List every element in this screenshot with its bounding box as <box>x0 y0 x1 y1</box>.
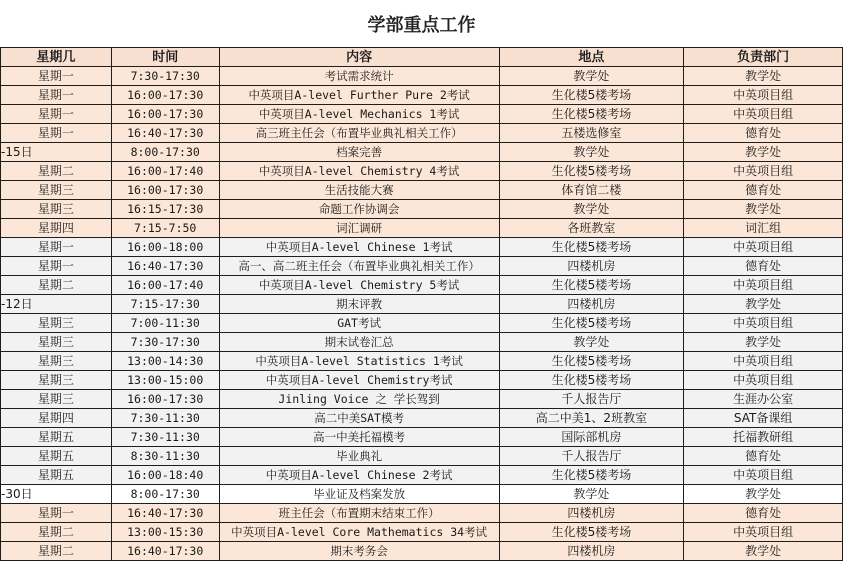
cell-dept[interactable]: 中英项目组 <box>684 466 843 485</box>
cell-dept[interactable]: 生涯办公室 <box>684 390 843 409</box>
table-row <box>1 67 843 86</box>
cell-dept[interactable]: 中英项目组 <box>684 238 843 257</box>
cell-place[interactable]: 四楼机房 <box>499 542 684 561</box>
cell-day[interactable]: 星期三 <box>1 314 112 333</box>
cell-time[interactable]: 16:15-17:30 <box>111 200 219 219</box>
cell-dept[interactable]: 中英项目组 <box>684 371 843 390</box>
cell-day[interactable]: 星期五 <box>1 447 112 466</box>
cell-place[interactable]: 体育馆二楼 <box>499 181 684 200</box>
cell-content[interactable]: 高一、高二班主任会（布置毕业典礼相关工作） <box>219 257 499 276</box>
table-row <box>1 390 843 409</box>
cell-place[interactable]: 千人报告厅 <box>499 447 684 466</box>
cell-content[interactable]: 中英项目A-level Statistics 1考试 <box>219 352 499 371</box>
cell-place[interactable]: 教学处 <box>499 200 684 219</box>
cell-time[interactable]: 7:15-7:50 <box>111 219 219 238</box>
table-row <box>1 295 843 314</box>
cell-dept[interactable]: 中英项目组 <box>684 314 843 333</box>
cell-place[interactable]: 四楼机房 <box>499 504 684 523</box>
cell-place[interactable]: 五楼选修室 <box>499 124 684 143</box>
cell-day[interactable]: 星期二 <box>1 523 112 542</box>
cell-place[interactable]: 生化楼5楼考场 <box>499 352 684 371</box>
cell-dept[interactable]: 托福教研组 <box>684 428 843 447</box>
cell-time[interactable]: 13:00-14:30 <box>111 352 219 371</box>
cell-day[interactable]: 星期三 <box>1 352 112 371</box>
cell-time[interactable]: 16:00-18:40 <box>111 466 219 485</box>
cell-dept[interactable]: 词汇组 <box>684 219 843 238</box>
cell-day[interactable]: 星期三 <box>1 333 112 352</box>
cell-content[interactable]: 中英项目A-level Chemistry 4考试 <box>219 162 499 181</box>
cell-content[interactable]: 高二中美SAT模考 <box>219 409 499 428</box>
cell-time[interactable]: 7:15-17:30 <box>111 295 219 314</box>
cell-time[interactable]: 7:00-11:30 <box>111 314 219 333</box>
cell-day[interactable]: 星期二 <box>1 162 112 181</box>
table-row <box>1 276 843 295</box>
cell-place[interactable]: 生化楼5楼考场 <box>499 276 684 295</box>
cell-content[interactable]: 中英项目A-level Further Pure 2考试 <box>219 86 499 105</box>
cell-place[interactable]: 生化楼5楼考场 <box>499 371 684 390</box>
cell-dept[interactable]: 德育处 <box>684 181 843 200</box>
header-row <box>1 48 843 67</box>
cell-place[interactable]: 千人报告厅 <box>499 390 684 409</box>
cell-place[interactable]: 四楼机房 <box>499 257 684 276</box>
table-row <box>1 238 843 257</box>
header-time[interactable]: 时间 <box>111 48 219 67</box>
table-row <box>1 200 843 219</box>
table-row <box>1 409 843 428</box>
cell-dept[interactable]: 教学处 <box>684 295 843 314</box>
cell-time[interactable]: 16:40-17:30 <box>111 504 219 523</box>
cell-content[interactable]: 命题工作协调会 <box>219 200 499 219</box>
table-row <box>1 257 843 276</box>
cell-time[interactable]: 7:30-11:30 <box>111 409 219 428</box>
cell-day[interactable]: 星期二 <box>1 542 112 561</box>
cell-place[interactable]: 高二中美1、2班教室 <box>499 409 684 428</box>
cell-dept[interactable]: 中英项目组 <box>684 105 843 124</box>
cell-place[interactable]: 教学处 <box>499 333 684 352</box>
cell-content[interactable]: GAT考试 <box>219 314 499 333</box>
cell-dept[interactable]: 中英项目组 <box>684 352 843 371</box>
cell-content[interactable]: 中英项目A-level Chemistry 5考试 <box>219 276 499 295</box>
table-row <box>1 124 843 143</box>
cell-place[interactable]: 生化楼5楼考场 <box>499 105 684 124</box>
cell-time[interactable]: 8:30-11:30 <box>111 447 219 466</box>
cell-dept[interactable]: 教学处 <box>684 542 843 561</box>
table-row <box>1 86 843 105</box>
cell-place[interactable]: 教学处 <box>499 485 684 504</box>
table-row <box>1 105 843 124</box>
cell-time[interactable]: 7:30-17:30 <box>111 333 219 352</box>
cell-time[interactable]: 16:40-17:30 <box>111 542 219 561</box>
table-row <box>1 504 843 523</box>
cell-content[interactable]: 生活技能大赛 <box>219 181 499 200</box>
cell-content[interactable]: 高一中美托福模考 <box>219 428 499 447</box>
cell-content[interactable]: 考试需求统计 <box>219 67 499 86</box>
cell-dept[interactable]: SAT备课组 <box>684 409 843 428</box>
cell-content[interactable]: 中英项目A-level Chemistry考试 <box>219 371 499 390</box>
table-row <box>1 447 843 466</box>
cell-place[interactable]: 生化楼5楼考场 <box>499 314 684 333</box>
cell-content[interactable]: 期末考务会 <box>219 542 499 561</box>
cell-place[interactable]: 教学处 <box>499 143 684 162</box>
cell-time[interactable]: 16:40-17:30 <box>111 124 219 143</box>
cell-day[interactable]: 星期一 <box>1 124 112 143</box>
cell-dept[interactable]: 教学处 <box>684 143 843 162</box>
cell-day[interactable]: 星期三 <box>1 390 112 409</box>
cell-time[interactable]: 16:00-17:30 <box>111 86 219 105</box>
cell-day[interactable]: 星期一 <box>1 504 112 523</box>
header-day[interactable]: 星期几 <box>1 48 112 67</box>
cell-content[interactable]: 中英项目A-level Chinese 1考试 <box>219 238 499 257</box>
cell-time[interactable]: 16:00-17:30 <box>111 390 219 409</box>
cell-dept[interactable]: 德育处 <box>684 447 843 466</box>
cell-content[interactable]: 中英项目A-level Chinese 2考试 <box>219 466 499 485</box>
cell-place[interactable]: 国际部机房 <box>499 428 684 447</box>
cell-dept[interactable]: 教学处 <box>684 200 843 219</box>
cell-content[interactable]: 中英项目A-level Mechanics 1考试 <box>219 105 499 124</box>
cell-content[interactable]: 毕业典礼 <box>219 447 499 466</box>
cell-dept[interactable]: 德育处 <box>684 257 843 276</box>
cell-day[interactable]: 星期四 <box>1 219 112 238</box>
cell-day[interactable]: 星期三 <box>1 181 112 200</box>
cell-time[interactable]: 8:00-17:30 <box>111 143 219 162</box>
cell-time[interactable]: 7:30-17:30 <box>111 67 219 86</box>
sheet-title: 学部重点工作 <box>0 0 843 47</box>
table-row <box>1 162 843 181</box>
table-row <box>1 542 843 561</box>
cell-place[interactable]: 生化楼5楼考场 <box>499 86 684 105</box>
cell-day[interactable]: 星期一 <box>1 67 112 86</box>
cell-content[interactable]: 期末评教 <box>219 295 499 314</box>
table-row <box>1 428 843 447</box>
cell-dept[interactable]: 教学处 <box>684 333 843 352</box>
cell-day[interactable]: -30日 <box>1 485 112 504</box>
table-row <box>1 466 843 485</box>
cell-day[interactable]: 星期三 <box>1 200 112 219</box>
table-row <box>1 333 843 352</box>
cell-time[interactable]: 16:00-18:00 <box>111 238 219 257</box>
cell-day[interactable]: 星期一 <box>1 257 112 276</box>
cell-time[interactable]: 8:00-17:30 <box>111 485 219 504</box>
cell-time[interactable]: 16:00-17:40 <box>111 162 219 181</box>
cell-dept[interactable]: 德育处 <box>684 124 843 143</box>
header-place[interactable]: 地点 <box>499 48 684 67</box>
table-row <box>1 314 843 333</box>
cell-content[interactable]: 词汇调研 <box>219 219 499 238</box>
cell-day[interactable]: 星期二 <box>1 276 112 295</box>
cell-day[interactable]: 星期一 <box>1 105 112 124</box>
header-dept[interactable]: 负责部门 <box>684 48 843 67</box>
cell-dept[interactable]: 中英项目组 <box>684 86 843 105</box>
cell-day[interactable]: 星期五 <box>1 466 112 485</box>
cell-time[interactable]: 13:00-15:00 <box>111 371 219 390</box>
schedule-table <box>0 47 843 561</box>
cell-dept[interactable]: 中英项目组 <box>684 162 843 181</box>
cell-content[interactable]: 毕业证及档案发放 <box>219 485 499 504</box>
cell-time[interactable]: 16:40-17:30 <box>111 257 219 276</box>
cell-place[interactable]: 各班教室 <box>499 219 684 238</box>
table-row <box>1 143 843 162</box>
cell-dept[interactable]: 德育处 <box>684 504 843 523</box>
cell-content[interactable]: 档案完善 <box>219 143 499 162</box>
cell-place[interactable]: 生化楼5楼考场 <box>499 466 684 485</box>
cell-content[interactable]: 中英项目A-level Core Mathematics 34考试 <box>219 523 499 542</box>
table-row <box>1 219 843 238</box>
cell-place[interactable]: 生化楼5楼考场 <box>499 238 684 257</box>
cell-time[interactable]: 7:30-11:30 <box>111 428 219 447</box>
cell-dept[interactable]: 中英项目组 <box>684 523 843 542</box>
cell-time[interactable]: 16:00-17:30 <box>111 181 219 200</box>
table-row <box>1 352 843 371</box>
cell-content[interactable]: 期末试卷汇总 <box>219 333 499 352</box>
cell-dept[interactable]: 中英项目组 <box>684 276 843 295</box>
cell-content[interactable]: 高三班主任会（布置毕业典礼相关工作） <box>219 124 499 143</box>
table-body <box>1 67 843 561</box>
cell-day[interactable]: -15日 <box>1 143 112 162</box>
cell-day[interactable]: 星期一 <box>1 238 112 257</box>
cell-content[interactable]: Jinling Voice 之 学长驾到 <box>219 390 499 409</box>
cell-day[interactable]: 星期五 <box>1 428 112 447</box>
cell-place[interactable]: 四楼机房 <box>499 295 684 314</box>
cell-dept[interactable]: 教学处 <box>684 67 843 86</box>
cell-time[interactable]: 16:00-17:40 <box>111 276 219 295</box>
table-row <box>1 181 843 200</box>
header-content[interactable]: 内容 <box>219 48 499 67</box>
table-row <box>1 485 843 504</box>
cell-time[interactable]: 16:00-17:30 <box>111 105 219 124</box>
cell-place[interactable]: 生化楼5楼考场 <box>499 523 684 542</box>
cell-place[interactable]: 教学处 <box>499 67 684 86</box>
cell-content[interactable]: 班主任会（布置期末结束工作） <box>219 504 499 523</box>
cell-day[interactable]: 星期一 <box>1 86 112 105</box>
cell-place[interactable]: 生化楼5楼考场 <box>499 162 684 181</box>
cell-day[interactable]: 星期四 <box>1 409 112 428</box>
cell-day[interactable]: 星期三 <box>1 371 112 390</box>
cell-day[interactable]: -12日 <box>1 295 112 314</box>
table-row <box>1 371 843 390</box>
table-row <box>1 523 843 542</box>
cell-time[interactable]: 13:00-15:30 <box>111 523 219 542</box>
cell-dept[interactable]: 教学处 <box>684 485 843 504</box>
